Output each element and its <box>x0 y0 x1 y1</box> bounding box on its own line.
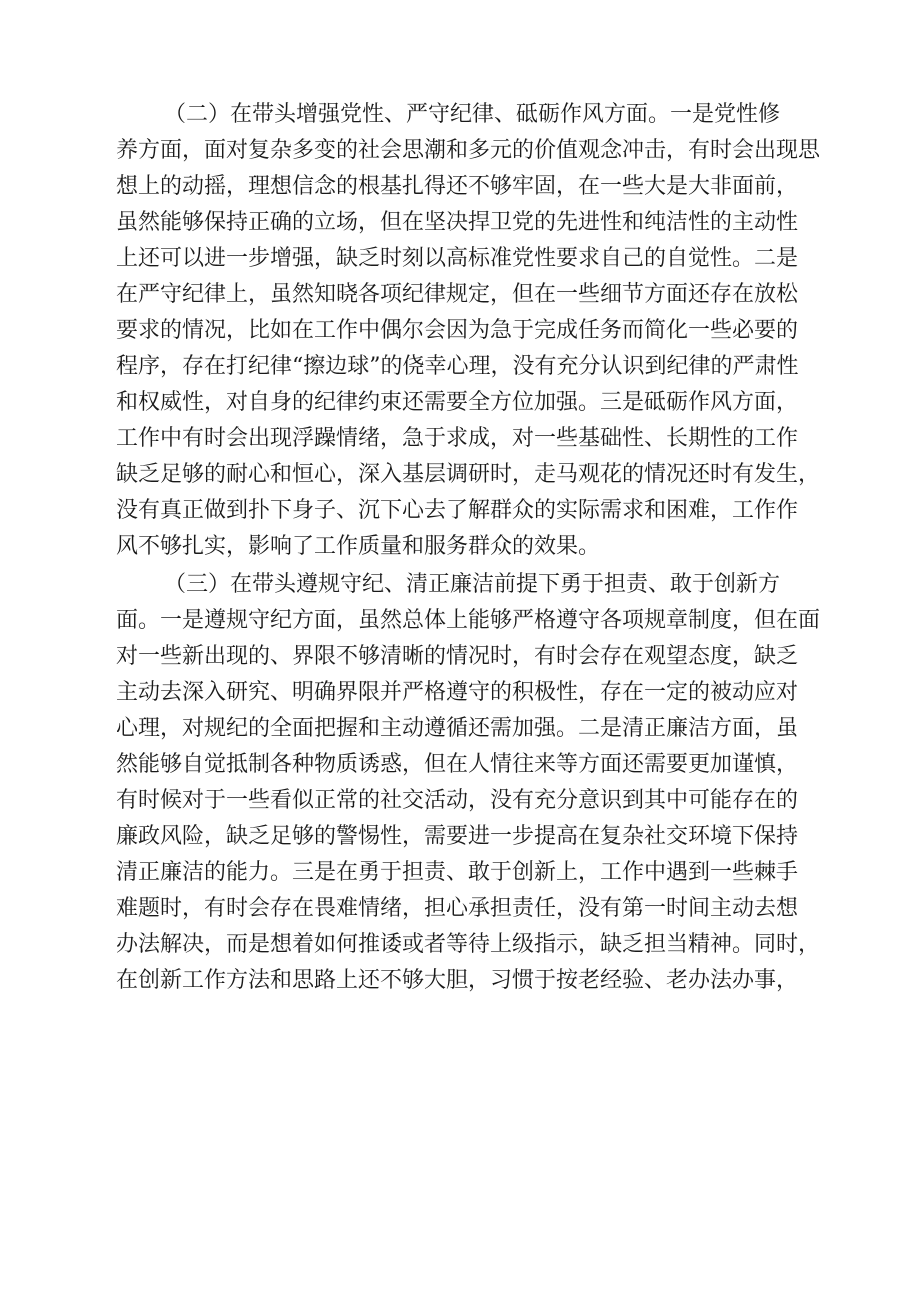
text-line: 没有真正做到扑下身子、沉下心去了解群众的实际需求和困难，工作作 <box>116 498 799 523</box>
paragraph-2-heading-line: （二）在带头增强党性、严守纪律、砥砺作风方面。一是党性修 <box>164 102 781 127</box>
text-line: 对一些新出现的、界限不够清晰的情况时，有时会存在观望态度，缺乏 <box>116 644 799 669</box>
text-line: 工作中有时会出现浮躁情绪，急于求成，对一些基础性、长期性的工作 <box>116 426 799 451</box>
text-line: 要求的情况，比如在工作中偶尔会因为急于完成任务而简化一些必要的 <box>116 318 799 343</box>
text-line: 主动去深入研究、明确界限并严格遵守的积极性，存在一定的被动应对 <box>116 680 799 705</box>
text-line: 有时候对于一些看似正常的社交活动，没有充分意识到其中可能存在的 <box>116 788 799 813</box>
paragraph-3-heading-line: （三）在带头遵规守纪、清正廉洁前提下勇于担责、敢于创新方 <box>164 572 781 597</box>
text-line: 想上的动摇，理想信念的根基扎得还不够牢固，在一些大是大非面前， <box>116 174 799 199</box>
text-line: 虽然能够保持正确的立场，但在坚决捍卫党的先进性和纯洁性的主动性 <box>116 210 799 235</box>
text-line: 难题时，有时会存在畏难情绪，担心承担责任，没有第一时间主动去想 <box>116 896 799 921</box>
text-line: 风不够扎实，影响了工作质量和服务群众的效果。 <box>116 534 601 559</box>
text-line: 面。一是遵规守纪方面，虽然总体上能够严格遵守各项规章制度，但在面 <box>116 608 821 633</box>
text-line: 养方面，面对复杂多变的社会思潮和多元的价值观念冲击，有时会出现思 <box>116 138 821 163</box>
text-line: 然能够自觉抵制各种物质诱惑，但在人情往来等方面还需要更加谨慎， <box>116 752 799 777</box>
text-line: 办法解决，而是想着如何推诿或者等待上级指示，缺乏担当精神。同时， <box>116 932 821 957</box>
text-line: 在创新工作方法和思路上还不够大胆，习惯于按老经验、老办法办事， <box>116 968 799 993</box>
text-line: 廉政风险，缺乏足够的警惕性，需要进一步提高在复杂社交环境下保持 <box>116 824 799 849</box>
text-line: 程序，存在打纪律“擦边球”的侥幸心理，没有充分认识到纪律的严肃性 <box>116 354 799 379</box>
text-line: 心理，对规纪的全面把握和主动遵循还需加强。二是清正廉洁方面，虽 <box>116 716 799 741</box>
text-line: 缺乏足够的耐心和恒心，深入基层调研时，走马观花的情况还时有发生， <box>116 462 821 487</box>
text-line: 在严守纪律上，虽然知晓各项纪律规定，但在一些细节方面还存在放松 <box>116 282 799 307</box>
text-line: 和权威性，对自身的纪律约束还需要全方位加强。三是砥砺作风方面， <box>116 390 799 415</box>
text-line: 上还可以进一步增强，缺乏时刻以高标准党性要求自己的自觉性。二是 <box>116 246 799 271</box>
text-line: 清正廉洁的能力。三是在勇于担责、敢于创新上，工作中遇到一些棘手 <box>116 860 799 885</box>
